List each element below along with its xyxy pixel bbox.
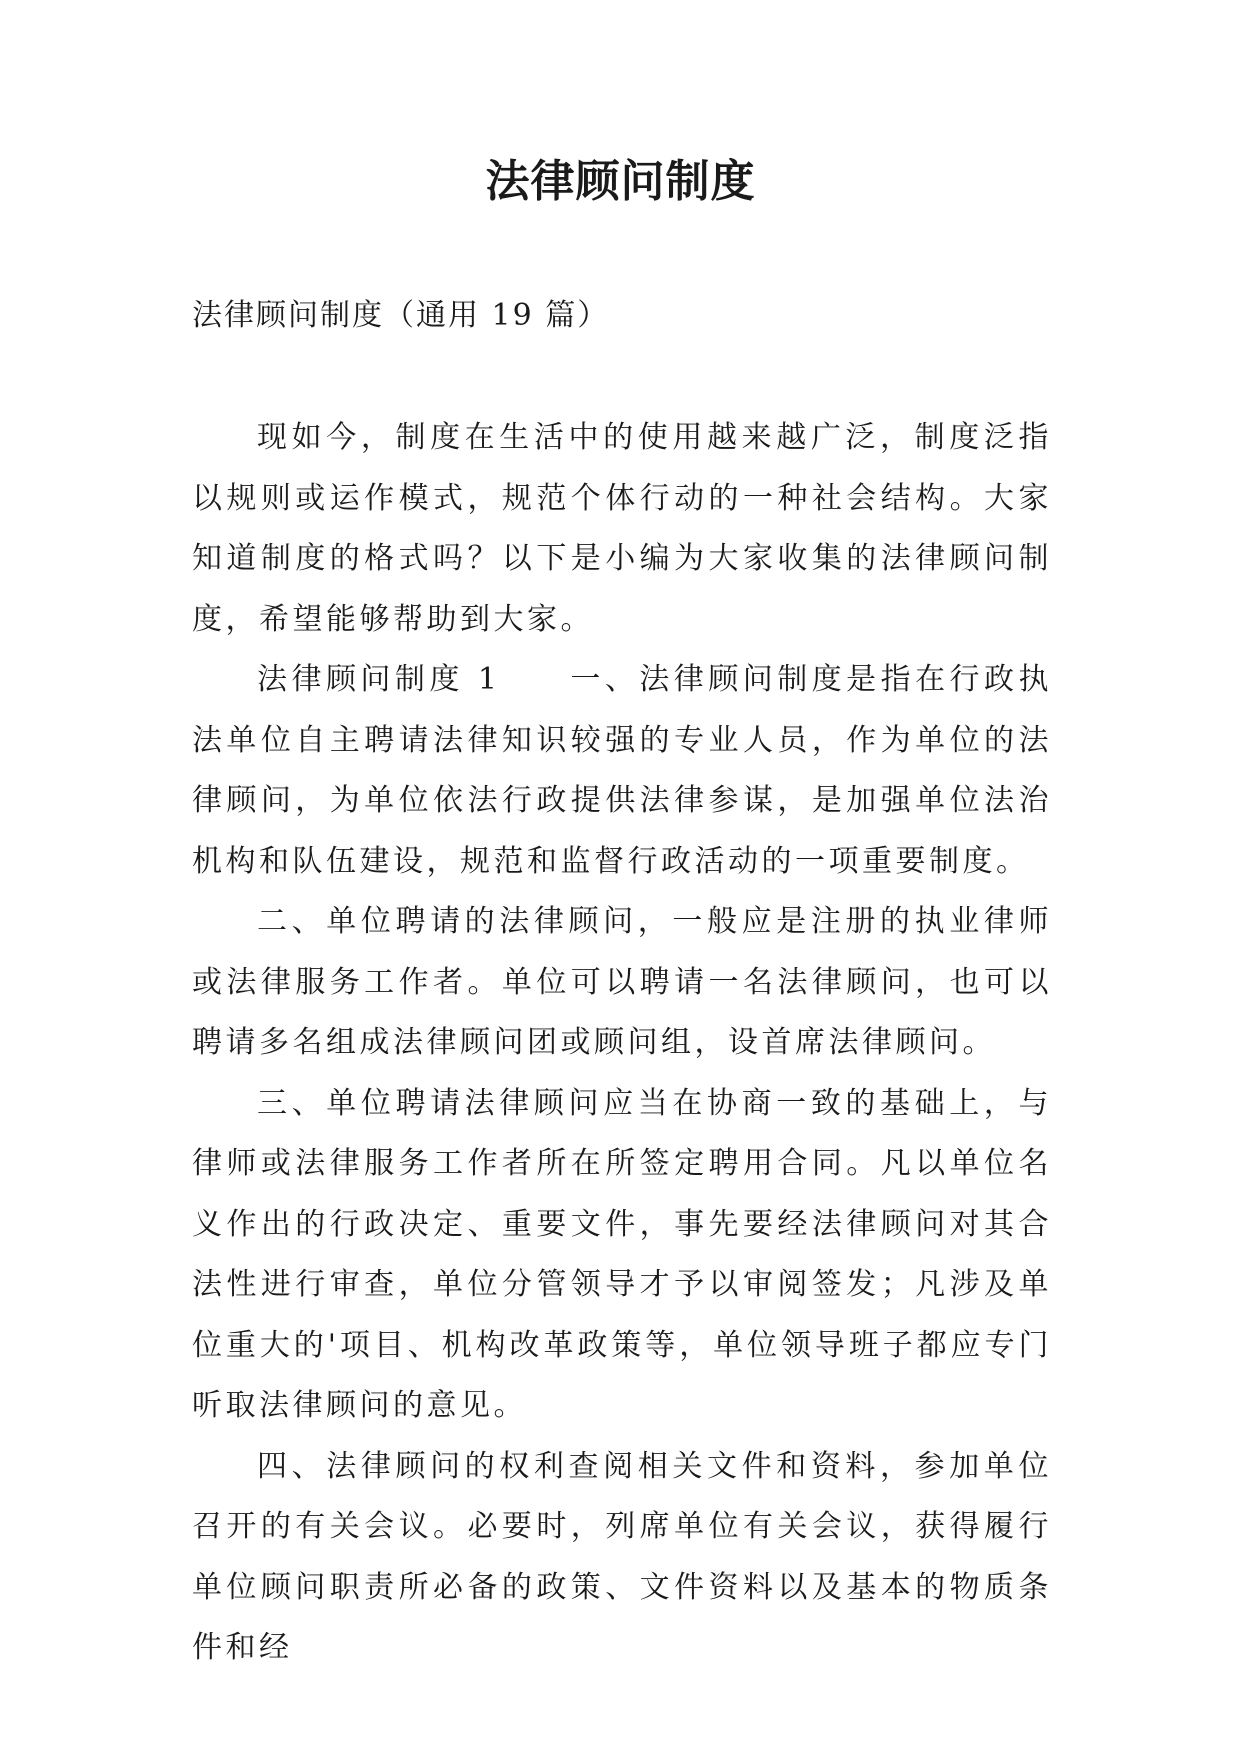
paragraph-article-1: 法律顾问制度 1 一、法律顾问制度是指在行政执法单位自主聘请法律知识较强的专业人员，作为单位的法律顾问，为单位依法行政提供法律参谋，是加强单位法治机构和队伍建设，规范和监督行政活动的一项重要制度。	[192, 662, 1052, 879]
document-subtitle: 法律顾问制度（通用 19 篇）	[192, 298, 610, 333]
paragraph-article-2: 二、单位聘请的法律顾问，一般应是注册的执业律师或法律服务工作者。单位可以聘请一名法律顾问，也可以聘请多名组成法律顾问团或顾问组，设首席法律顾问。	[192, 904, 1052, 1060]
document-title: 法律顾问制度	[485, 156, 756, 207]
paragraph-intro: 现如今，制度在生活中的使用越来越广泛，制度泛指以规则或运作模式，规范个体行动的一种社会结构。大家知道制度的格式吗？以下是小编为大家收集的法律顾问制度，希望能够帮助到大家。	[192, 420, 1052, 637]
document-body	[192, 408, 1052, 1679]
paragraph-article-4: 四、法律顾问的权利查阅相关文件和资料，参加单位召开的有关会议。必要时，列席单位有关会议，获得履行单位顾问职责所必备的政策、文件资料以及基本的物质条件和经	[192, 1448, 1052, 1665]
paragraph-article-3: 三、单位聘请法律顾问应当在协商一致的基础上，与律师或法律服务工作者所在所签定聘用合同。凡以单位名义作出的行政决定、重要文件，事先要经法律顾问对其合法性进行审查，单位分管领导才予以审阅签发；凡涉及单位重大的'项目、机构改革政策等，单位领导班子都应专门听取法律顾问的意见。	[192, 1085, 1052, 1423]
